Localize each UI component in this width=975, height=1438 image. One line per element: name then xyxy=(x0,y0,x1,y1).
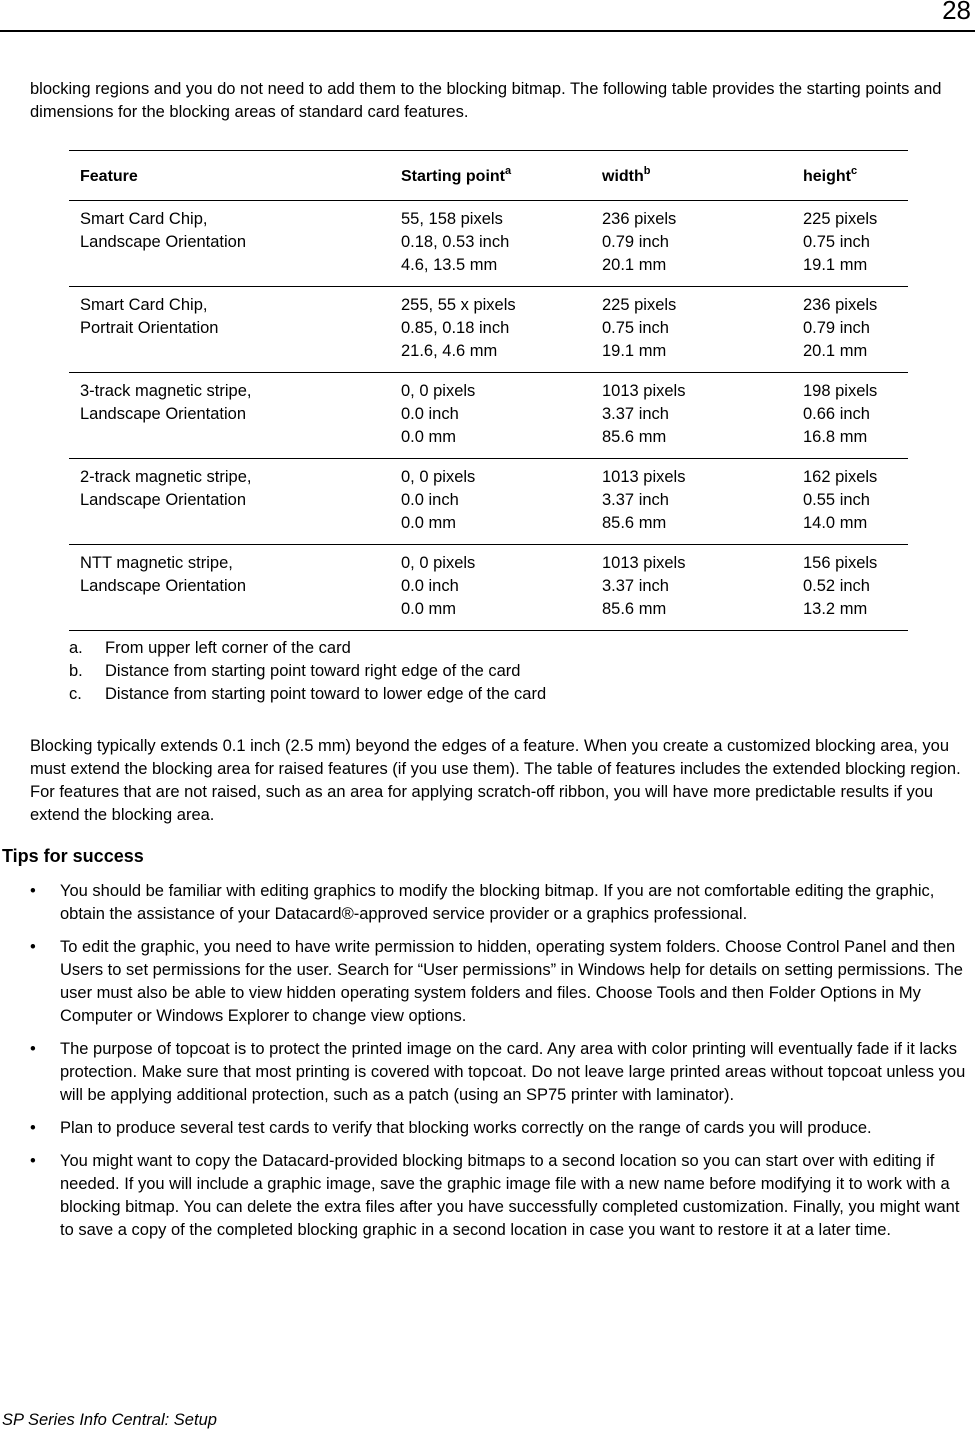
table-cell-feature xyxy=(69,545,390,631)
cell-line: 0.0 inch xyxy=(401,491,459,509)
cell-line: Landscape Orientation xyxy=(80,577,247,595)
cell-line: 255, 55 x pixels xyxy=(401,296,516,314)
cell-line: 0, 0 pixels xyxy=(401,468,476,486)
header-height: height$^c$ xyxy=(792,151,908,201)
section-title-tips: Tips for success xyxy=(2,846,144,866)
cell-line: 1013 pixels xyxy=(602,554,686,572)
cell-line: 55, 158 pixels xyxy=(401,210,503,228)
cell-line: 0.66 inch xyxy=(803,405,870,423)
table-cell-start xyxy=(390,373,591,459)
table-cell-height xyxy=(792,459,908,545)
bullet-icon: • xyxy=(30,882,36,900)
cell-line: 0.79 inch xyxy=(803,319,870,337)
cell-line: 85.6 mm xyxy=(602,514,667,532)
cell-line: Landscape Orientation xyxy=(80,405,247,423)
table-row xyxy=(69,373,908,459)
blocking-areas-table xyxy=(69,150,908,631)
cell-line: 236 pixels xyxy=(803,296,878,314)
cell-line: 3.37 inch xyxy=(602,491,669,509)
table-cell-height xyxy=(792,201,908,287)
cell-line: 0.85, 0.18 inch xyxy=(401,319,510,337)
tip-item: • You should be familiar with editing graphics to modify the blocking bitmap. If you are not comfortable editing the graphic, obtain the assistance of your Datacard®-approved service provider or a graphics professional. xyxy=(30,882,935,923)
cell-line: 0.0 mm xyxy=(401,600,457,618)
tip-item: • To edit the graphic, you need to have write permission to hidden, operating system folders. Choose Control Panel and then Users to set permissions for the user. Search for “User permissions” in Windows help for details on setting permissions. The user must also be able to view hidden operating system folders and files. Choose Tools and then Folder Options in My Computer or Windows Explorer to change view options. xyxy=(30,938,963,1025)
cell-line: Portrait Orientation xyxy=(80,319,219,337)
cell-line: 19.1 mm xyxy=(602,342,667,360)
cell-line: 3.37 inch xyxy=(602,405,669,423)
table-cell-feature xyxy=(69,287,390,373)
intro-paragraph: blocking regions and you do not need to add them to the blocking bitmap. The following table provides the starting points and dimensions for the blocking areas of standard card features. xyxy=(30,80,942,121)
cell-line: 1013 pixels xyxy=(602,382,686,400)
cell-line: 85.6 mm xyxy=(602,428,667,446)
footnote: c. Distance from starting point toward to lower edge of the card xyxy=(69,685,547,703)
cell-line: 0.18, 0.53 inch xyxy=(401,233,510,251)
cell-line: 16.8 mm xyxy=(803,428,868,446)
table-cell-feature xyxy=(69,459,390,545)
cell-line: 0.79 inch xyxy=(602,233,669,251)
page-number: 28 xyxy=(942,0,971,25)
cell-line: 3-track magnetic stripe, xyxy=(80,382,252,400)
cell-line: 0.0 inch xyxy=(401,577,459,595)
header-starting-point: Starting point$^a$ xyxy=(390,151,591,201)
bullet-icon: • xyxy=(30,1040,36,1058)
table-footnotes xyxy=(69,637,546,706)
cell-line: 13.2 mm xyxy=(803,600,868,618)
cell-line: 0.0 inch xyxy=(401,405,459,423)
tip-item: • You might want to copy the Datacard-provided blocking bitmaps to a second location so you can start over with editing if needed. If you will include a graphic image, save the graphic image file with a new name before modifying it to work with a blocking bitmap. You can delete the extra files after you have successfully completed customization. Finally, you might want to save a copy of the completed blocking graphic in a second location in case you want to restore it at a later time. xyxy=(30,1152,960,1239)
table-cell-height xyxy=(792,545,908,631)
cell-line: 20.1 mm xyxy=(803,342,868,360)
table-cell-feature xyxy=(69,201,390,287)
table-cell-start xyxy=(390,287,591,373)
cell-line: 156 pixels xyxy=(803,554,878,572)
table-cell-height xyxy=(792,373,908,459)
header-rule xyxy=(0,30,975,32)
cell-line: 4.6, 13.5 mm xyxy=(401,256,498,274)
cell-line: Smart Card Chip, xyxy=(80,210,208,228)
table-cell-start xyxy=(390,201,591,287)
tip-item: • Plan to produce several test cards to verify that blocking works correctly on the range of cards you will produce. xyxy=(30,1117,972,1140)
table-cell-feature xyxy=(69,373,390,459)
footnote: a. From upper left corner of the card xyxy=(69,639,351,657)
cell-line: 0, 0 pixels xyxy=(401,554,476,572)
cell-line: 0.55 inch xyxy=(803,491,870,509)
table-cell-width xyxy=(591,373,792,459)
table-row xyxy=(69,545,908,631)
bullet-icon: • xyxy=(30,938,36,956)
cell-line: 0.0 mm xyxy=(401,428,457,446)
blocking-paragraph: Blocking typically extends 0.1 inch (2.5 mm) beyond the edges of a feature. When you create a customized blocking area, you must extend the blocking area for raised features (if you use them). The table of features includes the extended blocking region. For features that are not raised, such as an area for applying scratch-off ribbon, you will have more predictable results if you extend the blocking area. xyxy=(30,737,961,824)
table-cell-width xyxy=(591,545,792,631)
tip-item: • The purpose of topcoat is to protect the printed image on the card. Any area with color printing will eventually fade if it lacks protection. Make sure that most printing is covered with topcoat. Do not leave large printed areas without topcoat unless you will be applying additional protection, such as a patch (using an SP75 printer with laminator). xyxy=(30,1040,966,1104)
table-row xyxy=(69,287,908,373)
cell-line: NTT magnetic stripe, xyxy=(80,554,233,572)
cell-line: 2-track magnetic stripe, xyxy=(80,468,252,486)
footnote: b. Distance from starting point toward right edge of the card xyxy=(69,662,521,680)
cell-line: 236 pixels xyxy=(602,210,677,228)
header-width: width$^b$ xyxy=(591,151,792,201)
bullet-icon: • xyxy=(30,1119,36,1137)
table-row xyxy=(69,459,908,545)
table-cell-start xyxy=(390,459,591,545)
cell-line: 1013 pixels xyxy=(602,468,686,486)
header-feature: Feature xyxy=(69,151,390,201)
cell-line: 162 pixels xyxy=(803,468,878,486)
cell-line: 3.37 inch xyxy=(602,577,669,595)
cell-line: 225 pixels xyxy=(803,210,878,228)
cell-line: Landscape Orientation xyxy=(80,491,247,509)
cell-line: 225 pixels xyxy=(602,296,677,314)
table-header-row xyxy=(69,151,908,201)
cell-line: 0.0 mm xyxy=(401,514,457,532)
cell-line: 0, 0 pixels xyxy=(401,382,476,400)
cell-line: 0.52 inch xyxy=(803,577,870,595)
cell-line: 20.1 mm xyxy=(602,256,667,274)
cell-line: 0.75 inch xyxy=(602,319,669,337)
table-cell-start xyxy=(390,545,591,631)
cell-line: Smart Card Chip, xyxy=(80,296,208,314)
page-footer: SP Series Info Central: Setup xyxy=(2,1411,217,1429)
cell-line: Landscape Orientation xyxy=(80,233,247,251)
table-cell-width xyxy=(591,201,792,287)
table-cell-height xyxy=(792,287,908,373)
tips-list xyxy=(30,880,972,1252)
table-row xyxy=(69,201,908,287)
cell-line: 14.0 mm xyxy=(803,514,868,532)
cell-line: 21.6, 4.6 mm xyxy=(401,342,498,360)
cell-line: 19.1 mm xyxy=(803,256,868,274)
bullet-icon: • xyxy=(30,1152,36,1170)
cell-line: 0.75 inch xyxy=(803,233,870,251)
cell-line: 85.6 mm xyxy=(602,600,667,618)
cell-line: 198 pixels xyxy=(803,382,878,400)
table-cell-width xyxy=(591,459,792,545)
table-cell-width xyxy=(591,287,792,373)
